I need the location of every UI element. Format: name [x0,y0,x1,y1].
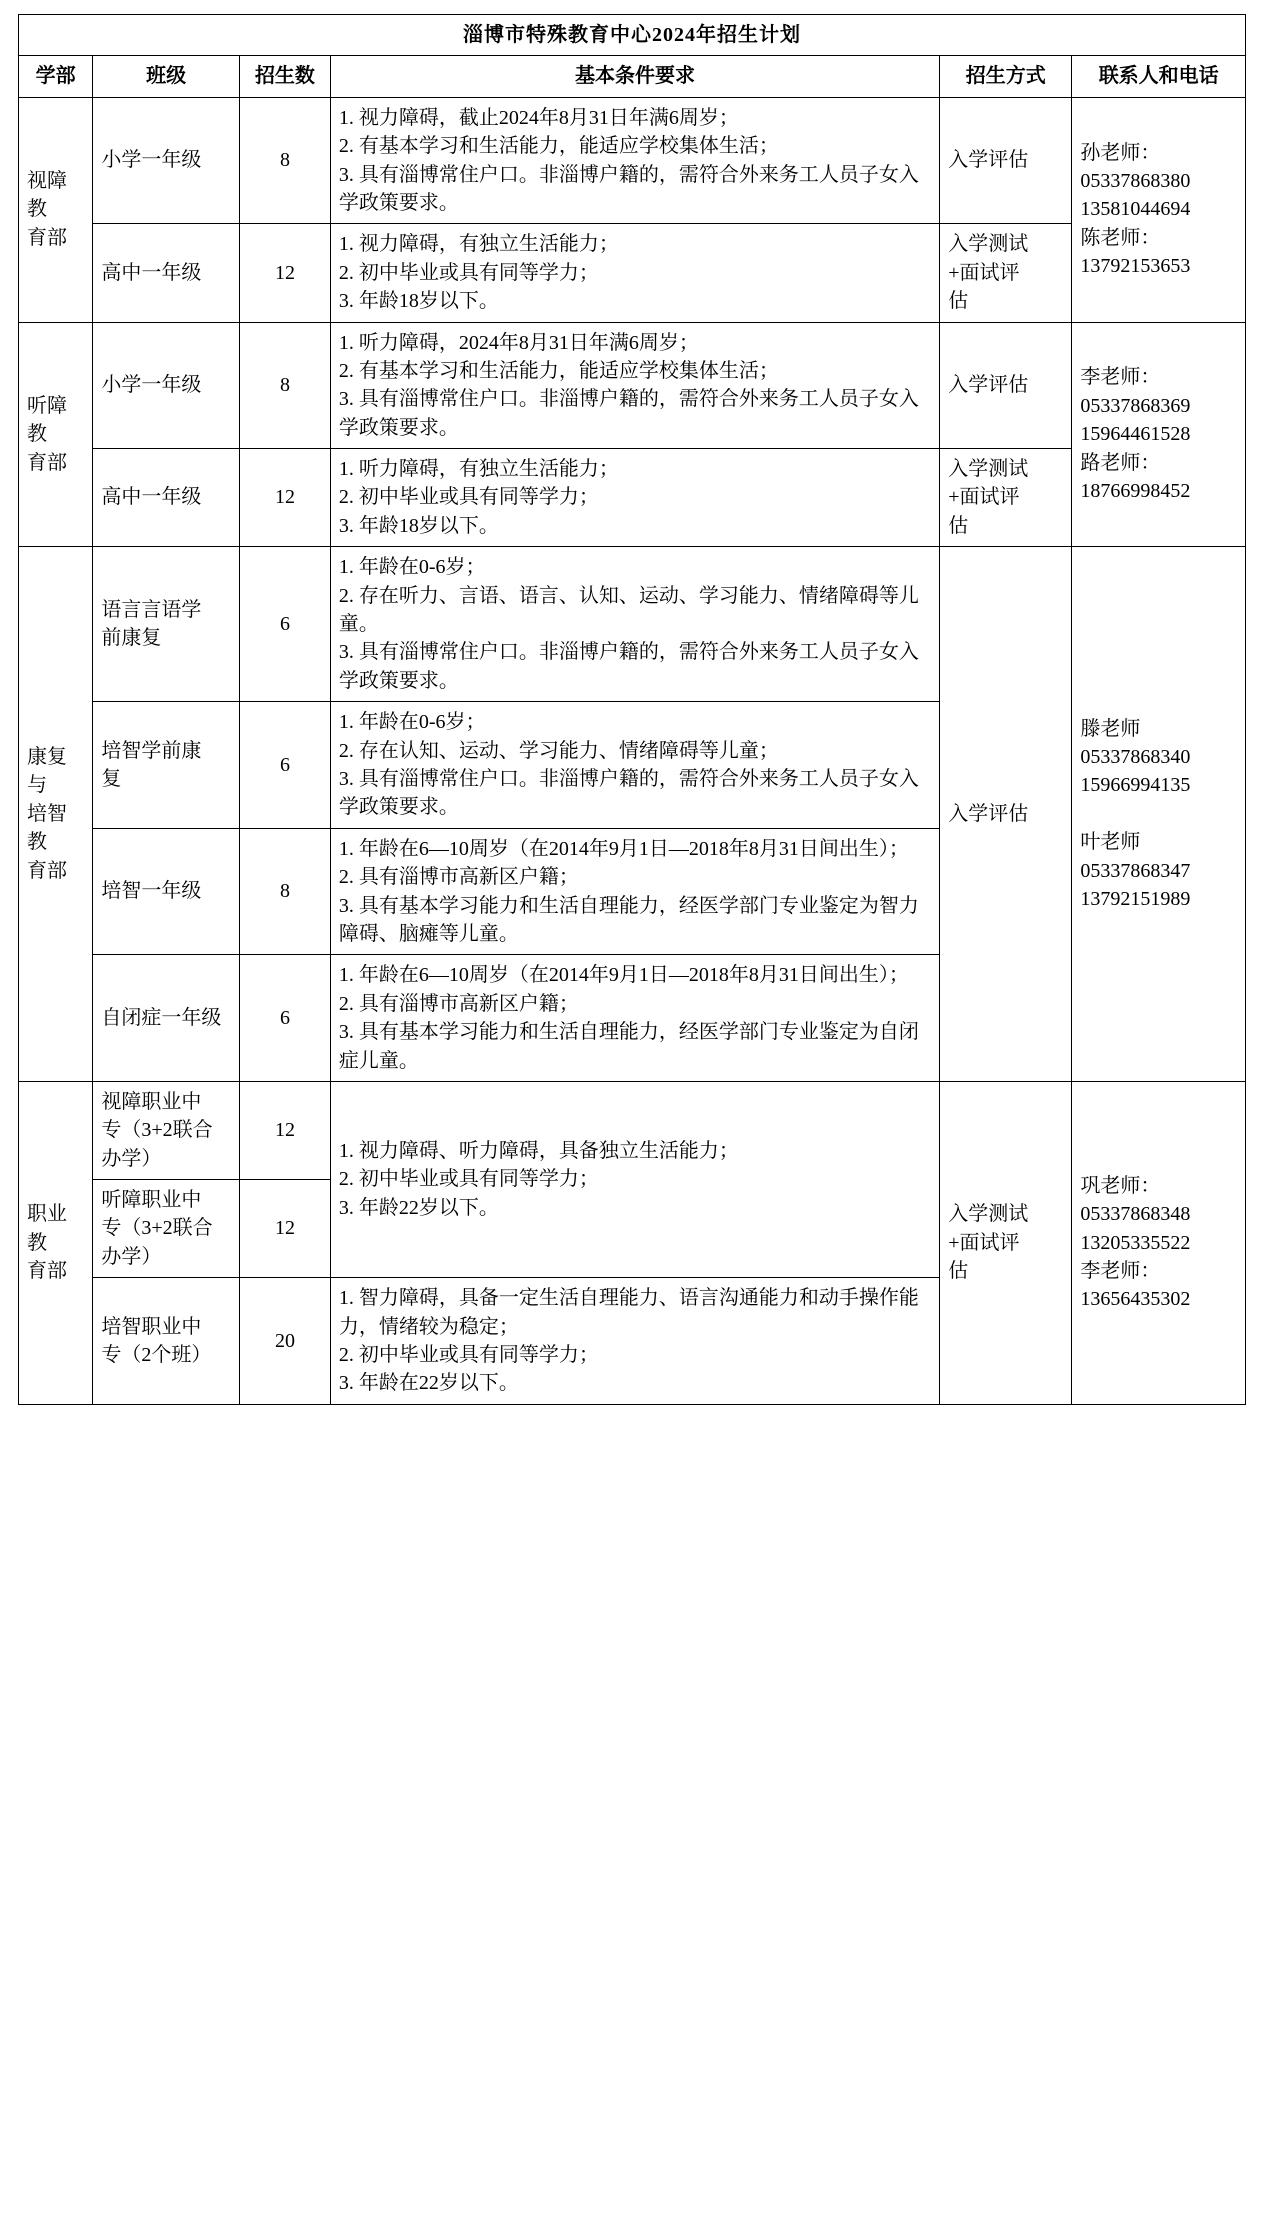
class-line: 小学一年级 [101,149,202,172]
class-name-cell [93,702,240,829]
requirement-line: 2. 初中毕业或具有同等学力； [338,1344,599,1367]
requirement-line: 1. 年龄在0-6岁； [338,711,486,734]
page-title: 淄博市特殊教育中心2024年招生计划 [19,15,1246,56]
requirements-cell [330,955,939,1082]
class-name-cell [93,449,240,547]
class-line: 办学） [101,1245,162,1268]
enroll-count-cell: 6 [240,547,331,702]
contact-line: 李老师： [1080,1260,1161,1283]
method-line: 入学测试 [948,233,1029,256]
department-cell [19,97,93,322]
contact-line: 05337868380 [1080,170,1191,193]
requirement-line: 1. 智力障碍，具备一定生活自理能力、语言沟通能力和动手操作能力，情绪较为稳定； [338,1287,919,1338]
requirement-line: 3. 具有淄博常住户口。非淄博户籍的，需符合外来务工人员子女入学政策要求。 [338,388,919,439]
title-row [19,15,1246,56]
contact-line: 13581044694 [1080,198,1191,221]
table-row [19,547,1246,702]
header-row [19,56,1246,97]
enroll-count-cell: 8 [240,322,331,449]
enrollment-plan-table [18,14,1246,1405]
method-line: 入学评估 [948,802,1029,825]
department-line: 育部 [27,1260,67,1283]
requirement-line: 3. 具有基本学习能力和生活自理能力，经医学部门专业鉴定为智力障碍、脑瘫等儿童。 [338,894,919,945]
class-line: 高中一年级 [101,486,202,509]
enroll-count-cell: 8 [240,97,331,224]
method-cell [940,322,1072,449]
department-cell [19,547,93,1082]
method-line: 入学评估 [948,374,1029,397]
class-line: 复 [101,767,122,790]
method-line: +面试评 [948,261,1020,284]
method-line: 入学评估 [948,149,1029,172]
requirement-line: 1. 听力障碍，2024年8月31日年满6周岁； [338,331,699,354]
enroll-count-cell: 12 [240,1081,331,1179]
department-line: 康复与 [27,746,67,797]
requirement-line: 2. 存在听力、言语、语言、认知、运动、学习能力、情绪障碍等儿童。 [338,584,919,636]
class-name-cell [93,97,240,224]
class-line: 专（3+2联合 [101,1119,213,1142]
requirement-line: 2. 具有淄博市高新区户籍； [338,866,579,889]
contact-line: 孙老师： [1080,141,1161,164]
header-requirements: 基本条件要求 [330,56,939,97]
header-method: 招生方式 [940,56,1072,97]
method-line: +面试评 [948,1231,1020,1254]
requirements-cell [330,828,939,955]
class-line: 专（2个班） [101,1344,212,1367]
method-line: 估 [948,514,969,537]
class-line: 语言言语学 [101,598,202,621]
header-contact: 联系人和电话 [1072,56,1246,97]
requirement-line: 2. 初中毕业或具有同等学力； [338,261,599,284]
requirement-line: 1. 视力障碍、听力障碍，具备独立生活能力； [338,1139,739,1162]
method-line: 入学测试 [948,1203,1029,1226]
header-enroll-count: 招生数 [240,56,331,97]
requirements-cell [330,702,939,829]
requirement-line: 3. 年龄在22岁以下。 [338,1372,519,1395]
contact-line: 13656435302 [1080,1288,1191,1311]
table-row [19,97,1246,224]
contact-line: 05337868347 [1080,859,1191,882]
class-name-cell [93,955,240,1082]
requirement-line: 2. 有基本学习和生活能力，能适应学校集体生活； [338,359,779,382]
class-line: 高中一年级 [101,261,202,284]
requirement-line: 2. 初中毕业或具有同等学力； [338,486,599,509]
requirement-line: 1. 年龄在0-6岁； [338,556,486,579]
department-cell [19,1081,93,1404]
contact-line: 叶老师 [1080,831,1141,854]
department-line: 培智教 [27,802,67,854]
contact-line: 路老师： [1080,451,1161,474]
contact-cell [1072,322,1246,547]
method-cell [940,97,1072,224]
requirement-line: 2. 存在认知、运动、学习能力、情绪障碍等儿童； [338,739,779,762]
requirement-line: 2. 有基本学习和生活能力，能适应学校集体生活； [338,135,779,158]
contact-cell [1072,1081,1246,1404]
department-line: 视障教 [27,170,67,221]
header-department: 学部 [19,56,93,97]
class-line: 培智职业中 [101,1315,202,1338]
department-line: 育部 [27,226,67,249]
requirement-line: 1. 年龄在6—10周岁（在2014年9月1日—2018年8月31日间出生）； [338,964,909,987]
contact-line: 陈老师： [1080,226,1161,249]
method-line: 估 [948,1260,969,1283]
requirement-line: 2. 具有淄博市高新区户籍； [338,992,579,1015]
class-line: 专（3+2联合 [101,1217,213,1240]
requirement-line: 3. 具有淄博常住户口。非淄博户籍的，需符合外来务工人员子女入学政策要求。 [338,163,919,214]
contact-line: 13792153653 [1080,255,1191,278]
class-name-cell [93,1180,240,1278]
requirement-line: 3. 具有淄博常住户口。非淄博户籍的，需符合外来务工人员子女入学政策要求。 [338,767,919,819]
requirements-cell [330,449,939,547]
class-line: 自闭症一年级 [101,1006,222,1029]
contact-line: 巩老师： [1080,1174,1161,1197]
enroll-count-cell: 12 [240,224,331,322]
header-class: 班级 [93,56,240,97]
class-name-cell [93,1081,240,1179]
department-line: 听障教 [27,394,67,446]
method-cell [940,449,1072,547]
class-name-cell [93,322,240,449]
department-line: 育部 [27,451,67,474]
contact-line: 05337868348 [1080,1203,1191,1226]
class-line: 视障职业中 [101,1090,202,1113]
requirement-line: 1. 年龄在6—10周岁（在2014年9月1日—2018年8月31日间出生）； [338,837,909,860]
requirement-line: 1. 听力障碍，有独立生活能力； [338,458,619,481]
requirement-line: 3. 年龄22岁以下。 [338,1196,499,1219]
requirement-line: 3. 具有基本学习能力和生活自理能力，经医学部门专业鉴定为自闭症儿童。 [338,1021,919,1072]
contact-line: 05337868369 [1080,394,1191,417]
requirements-cell [330,1278,939,1405]
table-row [19,449,1246,547]
requirement-line: 3. 年龄18岁以下。 [338,290,499,313]
requirement-line: 1. 视力障碍，有独立生活能力； [338,233,619,256]
department-cell [19,322,93,547]
method-line: 入学测试 [948,458,1029,481]
contact-line: 15964461528 [1080,423,1191,446]
requirements-cell [330,224,939,322]
class-line: 办学） [101,1147,162,1170]
contact-line: 15966994135 [1080,774,1191,797]
requirement-line: 2. 初中毕业或具有同等学力； [338,1168,599,1191]
class-name-cell [93,828,240,955]
class-name-cell [93,547,240,702]
contact-cell [1072,547,1246,1082]
contact-line: 18766998452 [1080,479,1191,502]
enroll-count-cell: 6 [240,702,331,829]
contact-line: 13205335522 [1080,1231,1191,1254]
enroll-count-cell: 20 [240,1278,331,1405]
enroll-count-cell: 12 [240,449,331,547]
requirements-cell [330,1081,939,1277]
method-cell [940,1081,1072,1404]
contact-cell [1072,97,1246,322]
class-line: 小学一年级 [101,374,202,397]
contact-line: 滕老师 [1080,717,1141,740]
department-line: 育部 [27,859,67,882]
requirements-cell [330,322,939,449]
contact-line: 李老师： [1080,366,1161,389]
class-line: 培智一年级 [101,880,202,903]
class-line: 前康复 [101,627,162,650]
requirements-cell [330,547,939,702]
method-line: +面试评 [948,486,1020,509]
method-line: 估 [948,290,969,313]
class-line: 听障职业中 [101,1189,202,1212]
contact-line: 13792151989 [1080,888,1191,911]
class-name-cell [93,1278,240,1405]
enroll-count-cell: 8 [240,828,331,955]
method-cell [940,224,1072,322]
department-line: 职业教 [27,1203,67,1254]
requirement-line: 3. 具有淄博常住户口。非淄博户籍的，需符合外来务工人员子女入学政策要求。 [338,641,919,692]
table-row [19,224,1246,322]
table-row [19,1081,1246,1179]
method-cell [940,547,1072,1082]
enroll-count-cell: 6 [240,955,331,1082]
contact-spacer [1080,800,1237,828]
class-line: 培智学前康 [101,739,202,762]
class-name-cell [93,224,240,322]
requirement-line: 3. 年龄18岁以下。 [338,514,499,537]
requirement-line: 1. 视力障碍，截止2024年8月31日年满6周岁； [338,106,739,129]
contact-line: 05337868340 [1080,746,1191,769]
requirements-cell [330,97,939,224]
table-row [19,322,1246,449]
enroll-count-cell: 12 [240,1180,331,1278]
